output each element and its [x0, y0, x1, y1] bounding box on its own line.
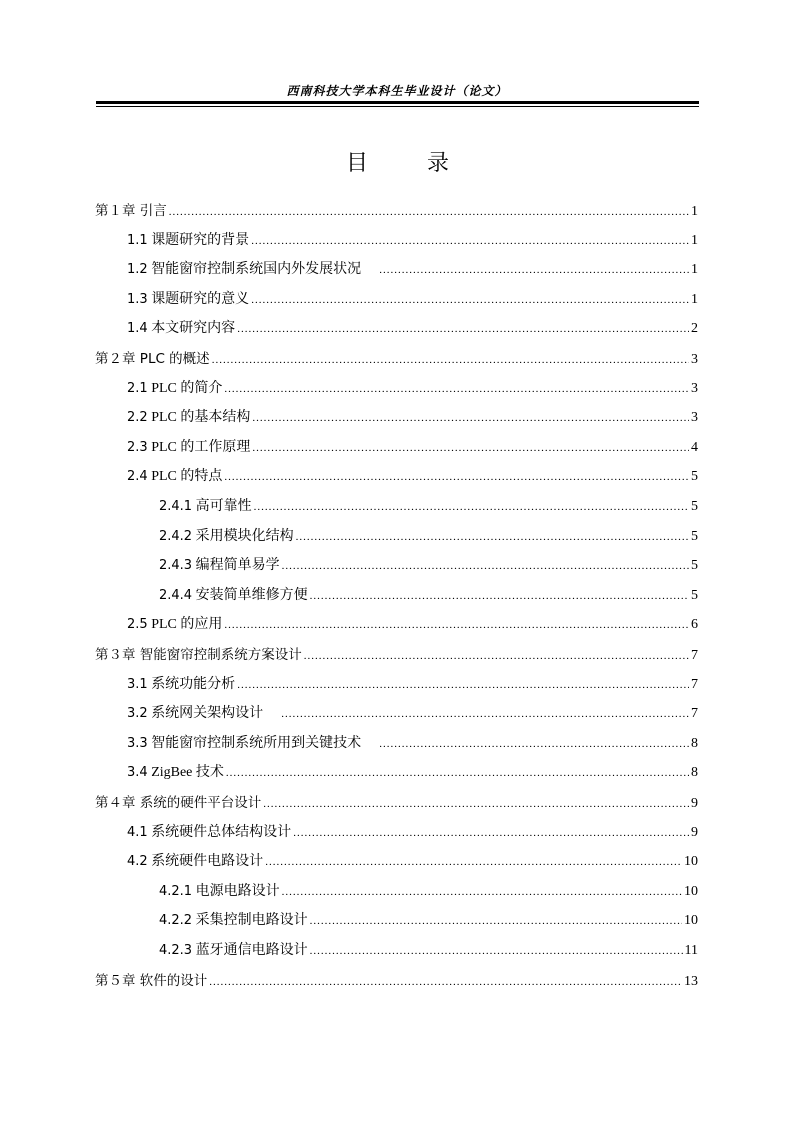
toc-entry[interactable] [95, 347, 698, 369]
toc-entry[interactable] [127, 406, 698, 428]
toc-entry-number: 第５章 [95, 973, 136, 989]
toc-entry-leader [282, 560, 689, 572]
toc-entry-title: 课题研究的背景 [151, 233, 250, 248]
toc-entry-title: 智能窗帘控制系统所用到关键技术 [151, 736, 362, 751]
toc-entry[interactable] [95, 199, 698, 221]
toc-entry[interactable] [95, 791, 698, 813]
toc-entry-title: 采用模块化结构 [195, 529, 294, 544]
toc-entry-title: PLC 的工作原理 [151, 440, 251, 455]
toc-entry-title: 系统功能分析 [151, 677, 236, 692]
toc-entry-leader [310, 915, 682, 927]
toc-entry-leader [252, 412, 689, 424]
toc-entry[interactable] [127, 821, 698, 843]
toc-entry-number: 4.2.1 [159, 884, 193, 899]
toc-entry-title: 电源电路设计 [195, 884, 280, 899]
toc-entry-title: 高可靠性 [195, 499, 252, 514]
toc-entry-page: 3 [691, 381, 698, 396]
toc-entry-title: ZigBee 技术 [151, 765, 224, 780]
toc-entry[interactable] [127, 702, 698, 724]
toc-entry-page: 10 [684, 913, 698, 928]
toc-entry[interactable] [95, 969, 698, 991]
toc-entry-leader [224, 383, 689, 395]
toc-entry-leader [224, 471, 689, 483]
toc-entry-page: 5 [691, 499, 698, 514]
toc-entry[interactable] [127, 761, 698, 783]
toc-entry-number: 2.4.2 [159, 529, 193, 544]
toc-entry-title: 软件的设计 [139, 973, 208, 989]
toc-entry-leader [212, 354, 689, 366]
toc-entry-number: 第１章 [95, 203, 136, 219]
toc-entry-number: 第４章 [95, 795, 136, 811]
toc-entry-title: 系统的硬件平台设计 [139, 795, 262, 811]
toc-entry-title: PLC 的概述 [139, 351, 210, 367]
toc-entry-page: 10 [684, 854, 698, 869]
toc-entry-title: PLC 的基本结构 [151, 410, 251, 425]
toc-entry[interactable] [159, 880, 698, 902]
toc-entry-number: 3.1 [127, 677, 148, 692]
toc-entry[interactable] [159, 554, 698, 576]
toc-entry-page: 3 [691, 410, 698, 425]
toc-entry-title: 系统硬件总体结构设计 [151, 825, 292, 840]
toc-entry[interactable] [159, 525, 698, 547]
toc-entry-leader [310, 945, 683, 957]
toc-entry-page: 2 [691, 321, 698, 336]
toc-entry[interactable] [159, 939, 698, 961]
toc-entry-leader [209, 976, 682, 988]
toc-entry[interactable] [127, 465, 698, 487]
toc-entry-number: 4.2.2 [159, 913, 193, 928]
toc-entry-title: 系统硬件电路设计 [151, 854, 264, 869]
toc-entry-number: 3.4 [127, 765, 148, 780]
toc-entry-number: 1.1 [127, 233, 148, 248]
toc-entry-number: 2.4.3 [159, 558, 193, 573]
toc-entry-number: 2.4.1 [159, 499, 193, 514]
toc-entry-leader [252, 442, 689, 454]
toc-entry-number: 3.3 [127, 736, 148, 751]
toc-entry-title: 系统网关架构设计 [151, 706, 264, 721]
toc-entry-leader [226, 767, 689, 779]
toc-entry-page: 13 [684, 974, 698, 989]
toc-entry-leader [224, 619, 689, 631]
toc-entry-number: 第２章 [95, 351, 136, 367]
toc-entry-leader [293, 827, 689, 839]
toc-entry-title: 采集控制电路设计 [195, 913, 308, 928]
toc-entry-number: 第３章 [95, 647, 136, 663]
toc-entry-title: 智能窗帘控制系统方案设计 [139, 647, 302, 663]
toc-entry[interactable] [127, 436, 698, 458]
toc-entry-leader [281, 708, 689, 720]
toc-entry-title: 智能窗帘控制系统国内外发展状况 [151, 262, 362, 277]
toc-entry-page: 5 [691, 558, 698, 573]
toc-entry-title: 引言 [139, 203, 167, 219]
toc-entry[interactable] [159, 584, 698, 606]
toc-entry-page: 1 [691, 292, 698, 307]
toc-title: 目 录 [346, 151, 475, 176]
toc-entry-number: 4.1 [127, 825, 148, 840]
toc-entry-title: PLC 的应用 [151, 617, 223, 632]
toc-entry[interactable] [127, 673, 698, 695]
toc-entry-number: 2.4 [127, 469, 148, 484]
toc-entry-number: 4.2.3 [159, 943, 193, 958]
toc-entry-number: 1.4 [127, 321, 148, 336]
toc-entry-page: 9 [691, 796, 698, 811]
toc-entry[interactable] [127, 850, 698, 872]
toc-entry-leader [379, 738, 689, 750]
toc-entry-page: 1 [691, 233, 698, 248]
toc-entry-number: 2.1 [127, 381, 148, 396]
header-rule-thin [96, 106, 699, 107]
toc-entry-page: 3 [691, 352, 698, 367]
toc-entry-page: 1 [691, 262, 698, 277]
toc-entry[interactable] [127, 288, 698, 310]
toc-entry-leader [251, 235, 689, 247]
toc-entry-leader [254, 501, 689, 513]
toc-entry-number: 1.3 [127, 292, 148, 307]
toc-entry[interactable] [159, 495, 698, 517]
toc-entry[interactable] [127, 613, 698, 635]
toc-entry-leader [251, 294, 689, 306]
toc-entry-title: PLC 的简介 [151, 381, 223, 396]
toc-entry-leader [379, 264, 689, 276]
toc-entry-leader [310, 590, 689, 602]
toc-entry-page: 8 [691, 736, 698, 751]
toc-entry-page: 9 [691, 825, 698, 840]
toc-entry-page: 10 [684, 884, 698, 899]
toc-entry-title: 本文研究内容 [151, 321, 236, 336]
toc-entry-page: 4 [691, 440, 698, 455]
toc-entry-leader [237, 679, 689, 691]
toc-entry-leader [296, 531, 689, 543]
toc-entry[interactable] [127, 732, 698, 754]
toc-entry-page: 7 [691, 677, 698, 692]
toc-entry[interactable] [127, 258, 698, 280]
toc-entry-leader [282, 886, 682, 898]
toc-entry-page: 5 [691, 529, 698, 544]
header-rule-thick [96, 101, 699, 104]
toc-entry-title: 蓝牙通信电路设计 [195, 943, 308, 958]
toc-entry-number: 2.4.4 [159, 588, 193, 603]
toc-entry-page: 7 [691, 706, 698, 721]
toc-entry-leader [237, 323, 689, 335]
toc-entry-page: 5 [691, 469, 698, 484]
toc-entry[interactable] [127, 377, 698, 399]
toc-entry[interactable] [95, 643, 698, 665]
toc-entry-leader [265, 856, 682, 868]
toc-entry-title: 课题研究的意义 [151, 292, 250, 307]
toc-entry-number: 2.3 [127, 440, 148, 455]
toc-entry-number: 4.2 [127, 854, 148, 869]
toc-entry-number: 3.2 [127, 706, 148, 721]
toc-entry-title: 编程简单易学 [195, 558, 280, 573]
toc-entry-number: 2.2 [127, 410, 148, 425]
toc-entry[interactable] [159, 909, 698, 931]
toc-entry-leader [263, 798, 689, 810]
toc-entry-page: 11 [684, 943, 698, 958]
toc-entry-page: 7 [691, 648, 698, 663]
toc-entry-page: 1 [691, 204, 698, 219]
toc-entry-number: 1.2 [127, 262, 148, 277]
toc-entry-page: 8 [691, 765, 698, 780]
toc-entry-title: PLC 的特点 [151, 469, 223, 484]
toc-entry-leader [304, 650, 689, 662]
toc-entry-number: 2.5 [127, 617, 148, 632]
header-title: 西南科技大学本科生毕业设计（论文） [286, 84, 508, 98]
toc-entry[interactable] [127, 229, 698, 251]
toc-entry-page: 5 [691, 588, 698, 603]
toc-entry-page: 6 [691, 617, 698, 632]
toc-entry[interactable] [127, 317, 698, 339]
toc-entry-leader [169, 206, 689, 218]
toc-entry-title: 安装简单维修方便 [195, 588, 308, 603]
